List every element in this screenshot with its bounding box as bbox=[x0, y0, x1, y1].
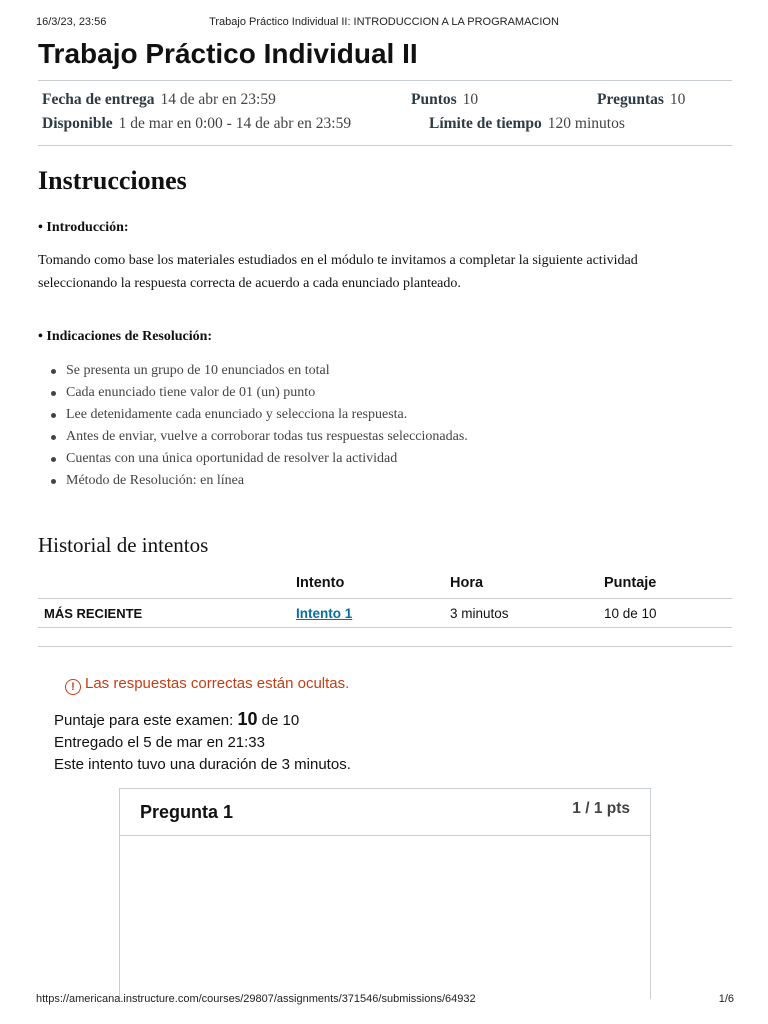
instructions-heading: Instrucciones bbox=[38, 166, 187, 195]
page-number: 1/6 bbox=[718, 993, 734, 1005]
time-limit bbox=[429, 115, 625, 133]
list-item: Cuentas con una única oportunidad de resolver la actividad bbox=[48, 448, 468, 470]
list-item: Cada enunciado tiene valor de 01 (un) punto bbox=[48, 382, 468, 404]
bullet-icon bbox=[51, 435, 56, 440]
history-table bbox=[38, 568, 732, 628]
bullet-icon bbox=[51, 369, 56, 374]
table-header-row bbox=[38, 568, 732, 599]
bullet-icon bbox=[51, 457, 56, 462]
score-summary: Puntaje para este examen: 10 de 10 bbox=[54, 709, 300, 729]
resolution-list bbox=[48, 360, 468, 492]
question-title: Pregunta 1 bbox=[140, 802, 234, 822]
column-header-score: Puntaje bbox=[598, 568, 732, 599]
list-item: Método de Resolución: en línea bbox=[48, 470, 468, 492]
column-header bbox=[38, 568, 290, 599]
questions-value: 10 bbox=[669, 91, 686, 108]
page-title: Trabajo Práctico Individual II bbox=[38, 38, 418, 69]
points bbox=[411, 91, 478, 109]
warning-circle-icon: ! bbox=[65, 679, 81, 695]
due-date-value: 14 de abr en 23:59 bbox=[160, 91, 276, 108]
time-limit-label: Límite de tiempo bbox=[429, 115, 542, 132]
points-value: 10 bbox=[462, 91, 479, 108]
print-document-title: Trabajo Práctico Individual II: INTRODUCCION A LA PROGRAMACION bbox=[209, 16, 559, 28]
resolution-heading: • Indicaciones de Resolución: bbox=[38, 329, 213, 344]
attempt-duration: Este intento tuvo una duración de 3 minutos. bbox=[54, 756, 351, 773]
print-url: https://americana.instructure.com/courses/29807/assignments/371546/submissions/64932 bbox=[36, 993, 476, 1005]
time-limit-value: 120 minutos bbox=[547, 115, 625, 132]
bullet-icon bbox=[51, 413, 56, 418]
list-item: Antes de enviar, vuelve a corroborar todas tus respuestas seleccionadas. bbox=[48, 426, 468, 448]
notice-text: Las respuestas correctas están ocultas. bbox=[85, 675, 350, 692]
availability-value: 1 de mar en 0:00 - 14 de abr en 23:59 bbox=[118, 115, 352, 132]
list-item: Se presenta un grupo de 10 enunciados en total bbox=[48, 360, 468, 382]
points-label: Puntos bbox=[411, 91, 457, 108]
attempt-score: 10 de 10 bbox=[598, 599, 732, 628]
submitted-date: Entregado el 5 de mar en 21:33 bbox=[54, 734, 265, 751]
print-date: 16/3/23, 23:56 bbox=[36, 16, 107, 28]
attempt-time: 3 minutos bbox=[444, 599, 598, 628]
question-points: 1 / 1 pts bbox=[572, 800, 630, 817]
attempt-label: MÁS RECIENTE bbox=[38, 599, 290, 628]
divider bbox=[38, 80, 732, 81]
intro-text: Tomando como base los materiales estudiados en el módulo te invitamos a completar la siguiente actividad seleccionando la respuesta correcta de acuerdo a cada enunciado planteado. bbox=[38, 253, 638, 291]
table-row bbox=[38, 599, 732, 628]
divider bbox=[38, 646, 732, 647]
availability bbox=[42, 115, 351, 133]
history-heading: Historial de intentos bbox=[38, 533, 209, 557]
question-header bbox=[120, 789, 650, 836]
due-date-label: Fecha de entrega bbox=[42, 91, 155, 108]
print-header bbox=[36, 16, 732, 30]
score-value: 10 bbox=[237, 709, 258, 729]
bullet-icon bbox=[51, 391, 56, 396]
answers-hidden-notice bbox=[65, 675, 349, 695]
list-item: Lee detenidamente cada enunciado y selecciona la respuesta. bbox=[48, 404, 468, 426]
availability-label: Disponible bbox=[42, 115, 113, 132]
questions-label: Preguntas bbox=[597, 91, 664, 108]
due-date bbox=[42, 91, 276, 109]
column-header-attempt: Intento bbox=[290, 568, 444, 599]
bullet-icon bbox=[51, 479, 56, 484]
attempt-link[interactable]: Intento 1 bbox=[296, 605, 353, 621]
divider bbox=[38, 145, 732, 146]
questions-count bbox=[597, 91, 685, 109]
question-card bbox=[119, 788, 651, 999]
column-header-time: Hora bbox=[444, 568, 598, 599]
intro-heading: • Introducción: bbox=[38, 220, 129, 235]
